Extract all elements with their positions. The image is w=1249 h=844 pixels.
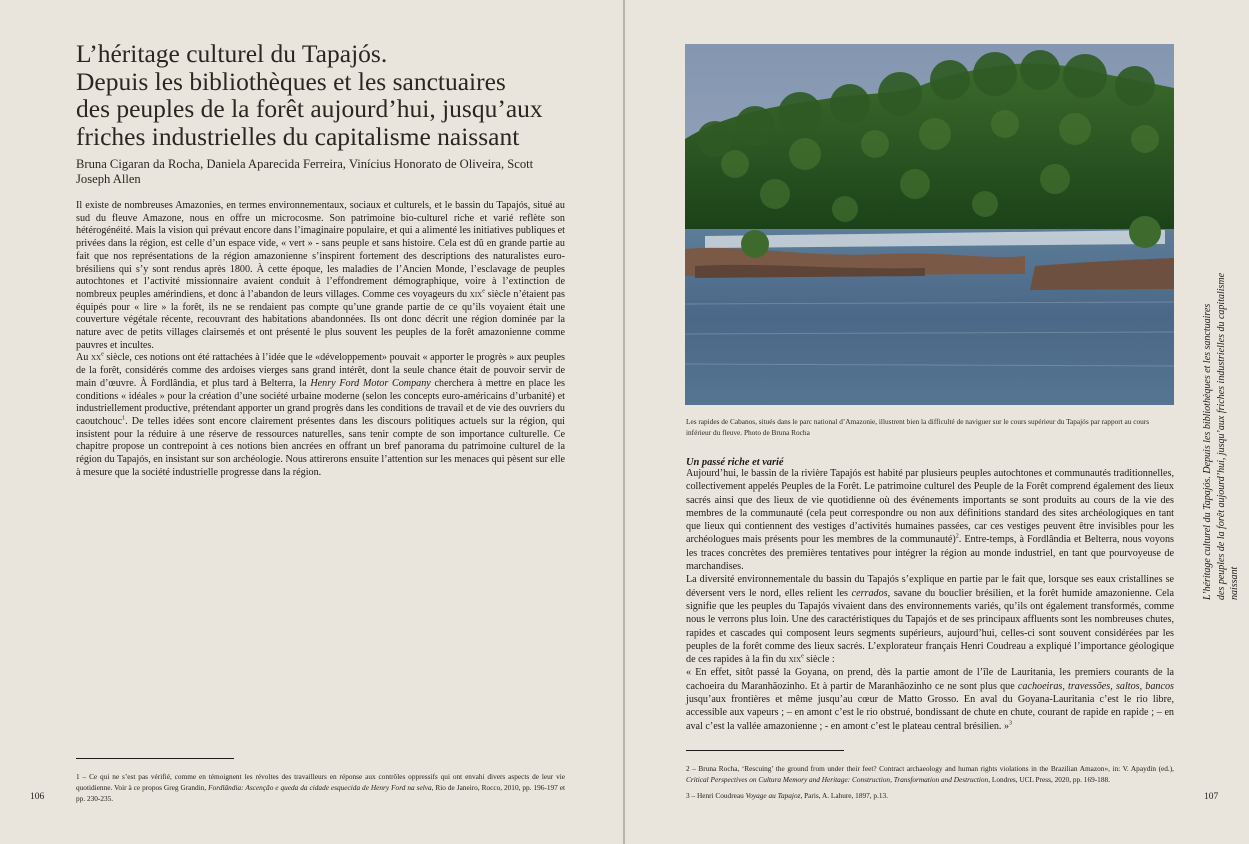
chapter-authors: Bruna Cigaran da Rocha, Daniela Aparecida Ferreira, Vinícius Honorato de Oliveira, Scott Joseph Allen [76,157,534,186]
intro-text [76,200,565,479]
section-text [686,467,1174,733]
title-line: des peuples de la forêt aujourd’hui, jusqu’aux [76,94,543,123]
footnote-ref[interactable]: 2 [955,534,959,541]
running-header-line: L’héritage culturel du Tapajós. Depuis les bibliothèques et les sanctuaires [1202,303,1213,600]
paragraph: Au $xx^e$ siècle, ces notions ont été rattachées à l’idée que le «développement» pouvait « apporter le progrès » aux peuples de la forêt, considérés comme des ardoises vierges sans grand intérêt, dont la seule chance était de pouvoir servir de main d’œuvre. À Fordlândia, et plus tard à Belterra, la Henry Ford Motor Company cherchera à mettre en place les conditions « idéales » pour la création d’une société urbaine moderne (selon les concepts euro-américains d’urbanité) et industriellement productive, prétendant apporter un grand progrès dans les conditions de travail et de vie des ouvriers du caoutchouc$^1$. De telles idées sont encore clairement présentes dans les discours politiques actuels sur la région, qui insistent pour la réduire à une réserve de ressources naturelles, sans tenir compte de son importance culturelle. Ce chapitre propose un contrepoint à ces notions bien ancrées en offrant un bref panorama du patrimoine culturel de la région du Tapajós, en insistant sur son archéologie. Nous attirerons ensuite l’attention sur les menaces qui pèsent sur elle à mesure que la société industrielle progresse dans la région. [76,352,565,478]
footnote-2: 2 – Bruna Rocha, ‘Rescuing’ the ground from under their feet? Contract archaeology and human rights violations in the Brazilian Amazon», in: V. Apaydin (ed.), Critical Perspectives on Cultura Memory and Heritage: Construction, Transformation and Destruction, Londres, UCL Press, 2020, pp. 169-188. [686,764,1174,785]
river-photo [685,44,1174,405]
paragraph: La diversité environnementale du bassin du Tapajós s’explique en partie par le fait que, lorsque ses eaux cristallines se déversent vers le nord, elles relient les cerrados, savane du bouclier brésilien, et la forêt humide amazonienne. Cela signifie que les peuples du Tapajós vivaient dans des environnements variés, qu’ils ont également transformés, comme nous le verrons plus loin. Une des caractéristiques du Tapajós et de ses principaux affluents sont les nombreuses chutes, rapides et cascades qui composent leurs segments supérieurs, aujourd’hui, celles-ci sont souvent considérées par les peuples de la forêt comme des lieux sacrés. L’explorateur français Henri Coudreau a expliqué l’importance géologique de ces rapides à la fin du xix$^e$ siècle : [686,574,1174,666]
footnotes-right [686,763,1174,807]
title-line: Depuis les bibliothèques et les sanctuaires [76,66,506,96]
paragraph: Aujourd’hui, le bassin de la rivière Tapajós est habité par plusieurs peuples autochtones et communautés traditionnelles, collectivement appelés Peuples de la Forêt. Le patrimoine culturel des Peuple de la Forêt comprend également des lieux sacrés ainsi que des lieux de vie quotidienne où des événements importants se sont produits au cours de la vie des membres de la communauté (cela peut correspondre ou non aux définitions standard des sites archéologiques en tant que lieux qui contiennent des vestiges d’activités humaines passées, car ces vestiges peuvent être invisibles pour les archéologues mais présents pour les membres de la communauté)$^2$. Entre-temps, à Fordlândia et Belterra, nous voyons les traces concrètes des premières tentatives pour intégrer la région au monde industriel, en tant que pourvoyeuse de marchandises. [686,468,1174,573]
footnote-rule [76,758,234,759]
title-line: L’héritage culturel du Tapajós. [76,39,388,68]
footnote-ref[interactable]: 3 [1009,720,1013,727]
quotation: « En effet, sitôt passé la Goyana, on prend, dès la partie amont de l’île de Lauritania, les premiers courants de la cachoeira du Maranhãozinho. Et à partir de Maranhãozinho ce ne sont plus que cachoeiras, travessões, saltos, bancos jusqu’aux frontières et même jusqu’au cœur de Matto Grosso. En aval du Goyana-Lauritania c’est le rio libre, accessible aux vapeurs ; – en amont c’est le rio obstrué, bondissant de chute en chute, courant de rapide en rapide ; – en aval c’est la vallée amazonienne ; - en amont c’est le plateau central brésilien. »$^3$ [686,667,1174,732]
page-number: 107 [1204,792,1219,802]
rapids-image [685,44,1174,405]
title-line: friches industrielles du capitalisme naissant [76,121,520,151]
running-header-line: des peuples de la forêt aujourd’hui, jusqu’aux friches industrielles du capitalisme naissant [1215,272,1240,600]
footnote-rule [686,750,844,751]
section-heading: Un passé riche et varié [686,457,784,468]
left-page [0,0,624,844]
footnote-ref[interactable]: 1 [122,415,126,422]
footnote-3: 3 – Henri Coudreau Voyage au Tapajoz, Paris, A. Lahure, 1897, p.13. [686,791,889,801]
page-number: 106 [30,792,45,802]
photo-caption: Les rapides de Cabanos, situés dans le parc national d’Amazonie, illustrent bien la difficulté de naviguer sur le cours supérieur du Tapajós par rapport au cours inférieur du fleuve. Photo de Bruna Rocha [686,417,1150,437]
chapter-title [76,40,576,150]
footnote-1: 1 – Ce qui ne s’est pas vérifié, comme en témoignent les révoltes des travailleurs en réponse aux contrôles oppressifs qui ont envahi divers aspects de leur vie quotidienne. Voir à ce propos Greg Grandin, Fordlândia: Ascenção e queda da cidade esquecida de Henry Ford na selva, Rio de Janeiro, Rocco, 2010, pp. 196-197 et pp. 230-235. [76,772,565,804]
paragraph: Il existe de nombreuses Amazonies, en termes environnementaux, sociaux et culturels, et le bassin du Tapajós, situé au sud du fleuve Amazone, nous en offre un microcosme. Son patrimoine bio-culturel riche et varié reflète son hétérogénéité. Mais la vision qui prévaut encore dans l’imaginaire populaire, et qui a alimenté les initiatives publiques et privées dans la région, est celle d’un espace vide, « vert » - sans peuple et sans histoire. Cela est dû en grande partie au fait que nos représentations de la région amazonienne s’inspirent fortement des descriptions des naturalistes euro-brésiliens qui s’y sont rendus après 1800. À cette époque, les maladies de l’Ancien Monde, l’esclavage de peuples autochtones et l’activité missionnaire avaient conduit à l’effondrement démographique, voire à l’extinction de nombreux peuples amérindiens, et donc à l’abandon de leurs villages. Comme ces voyageurs du xix$^e$ siècle n’étaient pas équipés pour « lire » la forêt, ils ne se rendaient pas compte qu’une grande partie de ce qu’ils voyaient était une couverture végétale récente, recouvrant des habitations abandonnées. Ils ont donc décrit une région dominée par la nature avec de petits villages clairsemés et ont présenté le plus souvent les peuples de la forêt amazonienne comme pauvres et incultes. [76,200,565,351]
running-header [1201,240,1240,600]
